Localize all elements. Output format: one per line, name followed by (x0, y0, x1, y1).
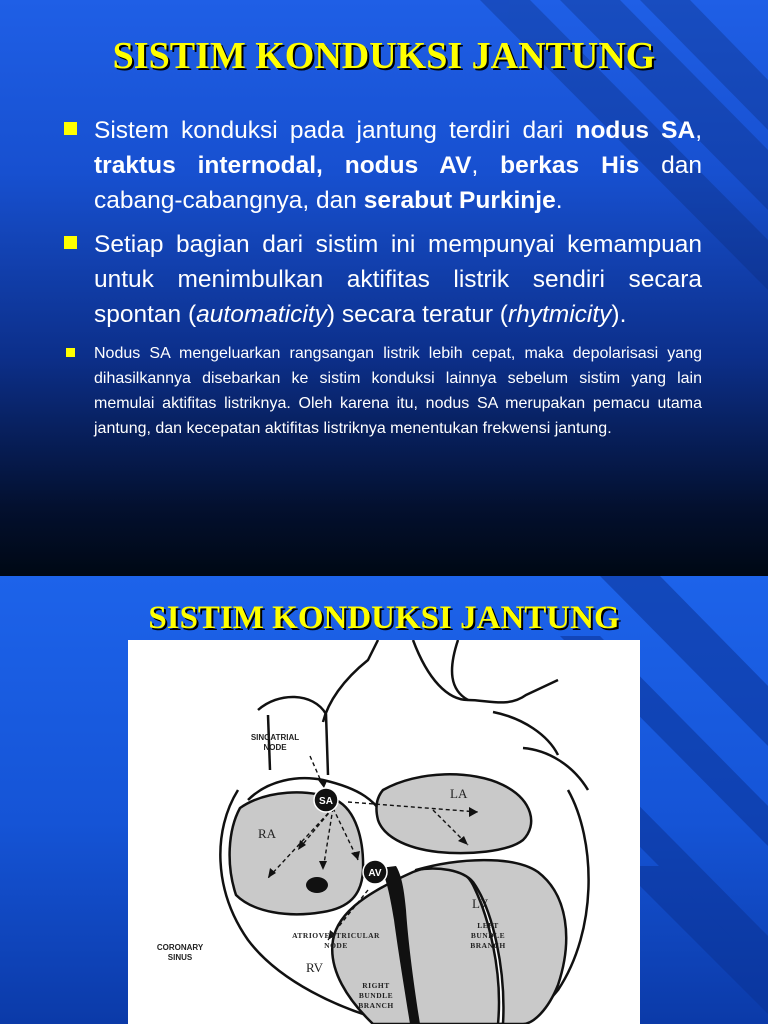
right-bundle-label-3: BRANCH (358, 1001, 394, 1010)
aorta-arch (413, 640, 558, 702)
rv-label: RV (306, 960, 324, 975)
bullet-text: dan cabang-cabangnya, dan (94, 152, 703, 214)
right-bundle-label-1: RIGHT (362, 981, 390, 990)
bullet-bold-term: serabut Purkinje (363, 187, 556, 214)
arrowhead (318, 780, 327, 788)
heart-illustration (128, 640, 640, 1024)
right-bundle-label-2: BUNDLE (358, 991, 394, 1000)
bullet-text: Setiap bagian dari sistim ini mempunyai kemampuan untuk menimbulkan aktifitas listrik sendiri secara spontan ( (94, 231, 702, 328)
bullet-bold-term: traktus internodal, nodus AV (94, 152, 472, 179)
bullet-text: ) secara teratur ( (326, 301, 508, 328)
av-node-label: AV (368, 868, 382, 879)
heart-conduction-diagram (128, 640, 640, 1024)
bullet-square-icon (64, 122, 77, 135)
aorta-right (452, 640, 468, 700)
left-bundle-label-3: BRANCH (470, 941, 506, 950)
bullet-italic-term: automaticity (196, 301, 327, 328)
bullet-text: ). (611, 301, 627, 328)
slide-title: SISTIM KONDUKSI JANTUNG (148, 600, 620, 636)
lv-label: LV (472, 896, 489, 911)
bullet-text: Nodus SA mengeluarkan rangsangan listrik lebih cepat, maka depolarisasi yang dihasilkannya disebarkan ke sistim konduksi lainnya sebelum sistim yang lain memulai aktifitas listriknya. Oleh karena itu, nodus SA merupakan pemacu utama jantung, dan kecepatan aktifitas listriknya menentukan frekwensi jantung. (94, 345, 702, 437)
bullet-bold-term: berkas His (500, 152, 640, 179)
bullet-text: , (471, 152, 501, 179)
slide-2 (0, 576, 768, 1024)
sinoatrial-label-2: NODE (263, 743, 287, 752)
aorta-left (323, 640, 378, 722)
sa-node-label: SA (319, 796, 333, 807)
page-title: SISTIM KONDUKSI JANTUNG (112, 35, 656, 77)
coronary-sinus-opening (306, 877, 328, 893)
bullet-item (62, 227, 702, 332)
bullet-item (62, 341, 702, 441)
coronary-label-1: CORONARY (156, 943, 204, 952)
bullet-item (62, 113, 702, 218)
bullet-text: , (695, 117, 702, 144)
bullet-text: . (555, 187, 563, 214)
left-bundle-label-2: BUNDLE (470, 931, 506, 940)
pulmonary-vein-2 (523, 748, 588, 790)
coronary-label-2: SINUS (167, 953, 193, 962)
left-bundle-label-1: LEFT (477, 921, 499, 930)
bullet-bold-term: nodus SA (575, 117, 696, 144)
right-atrium-chamber (230, 792, 363, 914)
bullet-square-icon (66, 348, 75, 357)
bullet-text: Sistem konduksi pada jantung terdiri dari (94, 117, 576, 144)
la-label: LA (450, 786, 468, 801)
av-node-text-1: ATRIOVENTRICULAR (292, 931, 380, 940)
bullet-italic-term: rhytmicity (507, 301, 612, 328)
bullet-list (62, 113, 702, 441)
ra-label: RA (258, 826, 277, 841)
av-node-text-2: NODE (324, 941, 348, 950)
bullet-square-icon (64, 236, 77, 249)
sinoatrial-label-1: SINOATRIAL (250, 733, 300, 742)
